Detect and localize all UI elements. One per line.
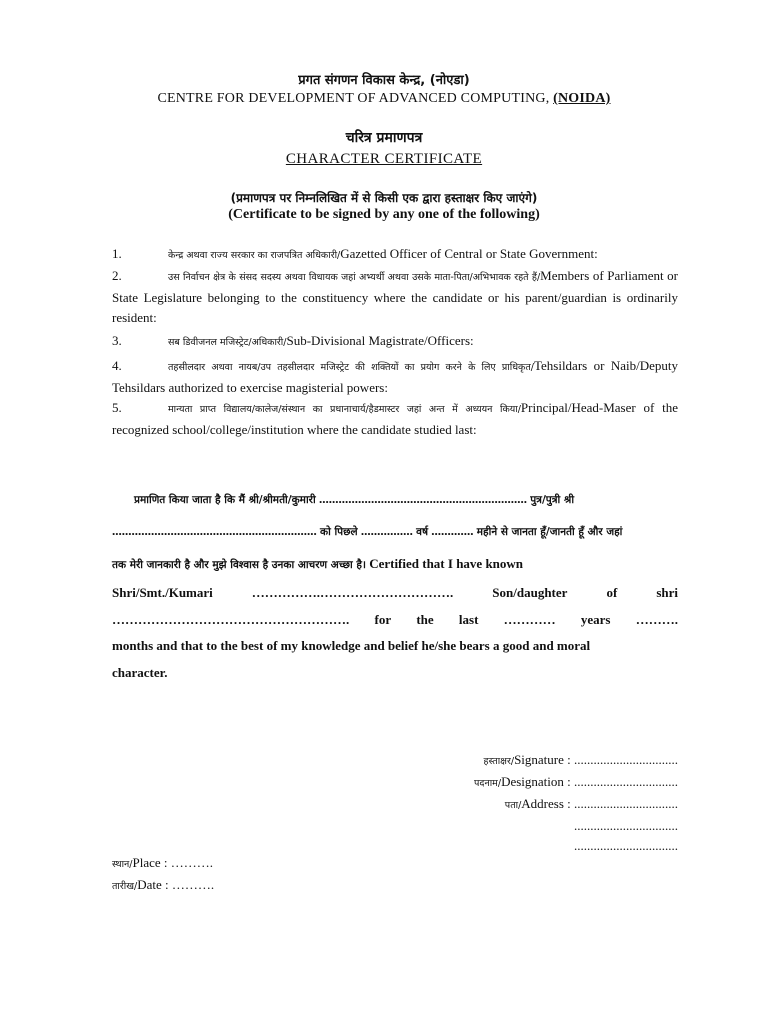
item-hindi: तहसीलदार अथवा नायब/उप तहसीलदार मजिस्ट्रेट की शक्तियों का प्रयोग करने के लिए प्राधिकृत/ [168, 362, 534, 373]
designation-row [474, 774, 678, 790]
item-english: Sub-Divisional Magistrate/Officers: [286, 333, 474, 348]
signature-blank: ................................ [574, 752, 678, 767]
item-hindi: मान्यता प्राप्त विद्यालय/कालेज/संस्थान का प्रधानाचार्य/हैडमास्टर जहां अन्त में अध्ययन किया/ [168, 404, 521, 415]
signatory-item [112, 266, 678, 328]
address-blank: ................................ [574, 796, 678, 811]
note-hindi: (प्रमाणपत्र पर निम्नलिखित में से किसी एक द्वारा हस्ताक्षर किए जाएंगे) [230, 191, 538, 205]
cert-text: shri [656, 585, 678, 600]
title-hindi: चरित्र प्रमाणपत्र [345, 130, 423, 146]
cert-text: for [374, 612, 392, 627]
note-english: (Certificate to be signed by any one of the following) [228, 207, 540, 222]
address-line-2: ................................ [574, 818, 678, 833]
blank-name: ................................................................ [318, 491, 527, 506]
cert-text: महीने से जानता हूँ/जानती हूँ और जहां [476, 526, 623, 538]
place-label-hindi: स्थान/ [112, 859, 133, 870]
blank-parent-name: ………………………………………………. [112, 612, 350, 627]
address-label: Address : [521, 796, 571, 811]
address-line-3: ................................ [574, 838, 678, 853]
blank-parent-name: ............................................................... [112, 523, 317, 538]
designation-blank: ................................ [574, 774, 678, 789]
item-number: 4. [112, 358, 122, 373]
cert-text: last [458, 612, 479, 627]
cert-text: Shri/Smt./Kumari [112, 585, 213, 600]
certificate-line [112, 580, 678, 606]
cert-text: प्रमाणित किया जाता है कि मैं श्री/श्रीमती/कुमारी [134, 494, 316, 506]
cert-text: years [580, 612, 611, 627]
item-number: 3. [112, 333, 122, 348]
item-number: 1. [112, 246, 122, 261]
item-english: Tehsildars or Naib/Deputy Tehsildars authorized to exercise magisterial powers: [112, 358, 678, 395]
signatory-item [112, 398, 678, 440]
cert-text: तक मेरी जानकारी है और मुझे विश्वास है उनका आचरण अच्छा है। [112, 559, 366, 571]
signatory-item [112, 356, 678, 398]
item-hindi: उस निर्वाचन क्षेत्र के संसद सदस्य अथवा विधायक जहां अभ्यर्थी अथवा उसके माता-पिता/अभिभावक रहते हैं/ [168, 272, 541, 283]
item-number: 2. [112, 268, 122, 283]
date-label: Date : [137, 877, 169, 892]
org-name-main: CENTRE FOR DEVELOPMENT OF ADVANCED COMPUTING, [157, 91, 550, 106]
signature-label: Signature : [514, 752, 571, 767]
date-row [112, 877, 214, 893]
address-row [505, 796, 678, 812]
blank-years: ................ [360, 523, 413, 538]
signatory-item [112, 244, 678, 266]
blank-months: ............. [431, 523, 474, 538]
item-number: 5. [112, 400, 122, 415]
designation-label-hindi: पदनाम/ [474, 778, 502, 789]
place-row [112, 855, 213, 871]
signatory-item [112, 331, 678, 353]
item-english: Members of Parliament or State Legislature belonging to the constituency where the candidate or his parent/guardian is ordinarily resident: [112, 268, 678, 325]
place-label: Place : [132, 855, 168, 870]
item-english: Principal/Head-Maser of the recognized school/college/institution where the candidate studied last: [112, 400, 678, 437]
certificate-line [112, 518, 678, 545]
cert-text: को पिछले [320, 526, 358, 538]
signature-label-hindi: हस्ताक्षर/ [483, 756, 515, 767]
signature-row [484, 752, 678, 768]
blank-years: ………… [503, 612, 556, 627]
certificate-line [112, 607, 678, 633]
designation-label: Designation : [501, 774, 571, 789]
certificate-line [112, 486, 678, 513]
org-name-hindi: प्रगत संगणन विकास केन्द्र, (नोएडा) [298, 73, 470, 88]
certificate-line [112, 551, 678, 578]
cert-text: the [416, 612, 434, 627]
cert-text: वर्ष [416, 526, 429, 538]
place-blank: ………. [170, 855, 214, 870]
title-english: CHARACTER CERTIFICATE [285, 151, 483, 167]
cert-text: Certified that I have known [369, 556, 524, 571]
date-blank: ………. [171, 877, 215, 892]
org-city: (NOIDA) [553, 91, 611, 106]
org-name-english [0, 91, 768, 107]
item-english: Gazetted Officer of Central or State Government: [340, 246, 598, 261]
cert-text: of [606, 585, 618, 600]
item-hindi: केन्द्र अथवा राज्य सरकार का राजपत्रित अधिकारी/ [168, 250, 341, 261]
blank-months: ………. [635, 612, 678, 627]
cert-text: Son/daughter [492, 585, 568, 600]
date-label-hindi: तारीख/ [112, 881, 138, 892]
certificate-line: character. [112, 665, 168, 680]
item-hindi: सब डिवीजनल मजिस्ट्रेट/अधिकारी/ [168, 337, 287, 348]
certificate-line: months and that to the best of my knowledge and belief he/she bears a good and moral [112, 638, 591, 653]
blank-name: …………….…………………………. [251, 585, 454, 600]
address-label-hindi: पता/ [504, 800, 522, 811]
cert-text: पुत्र/पुत्री श्री [530, 494, 575, 506]
